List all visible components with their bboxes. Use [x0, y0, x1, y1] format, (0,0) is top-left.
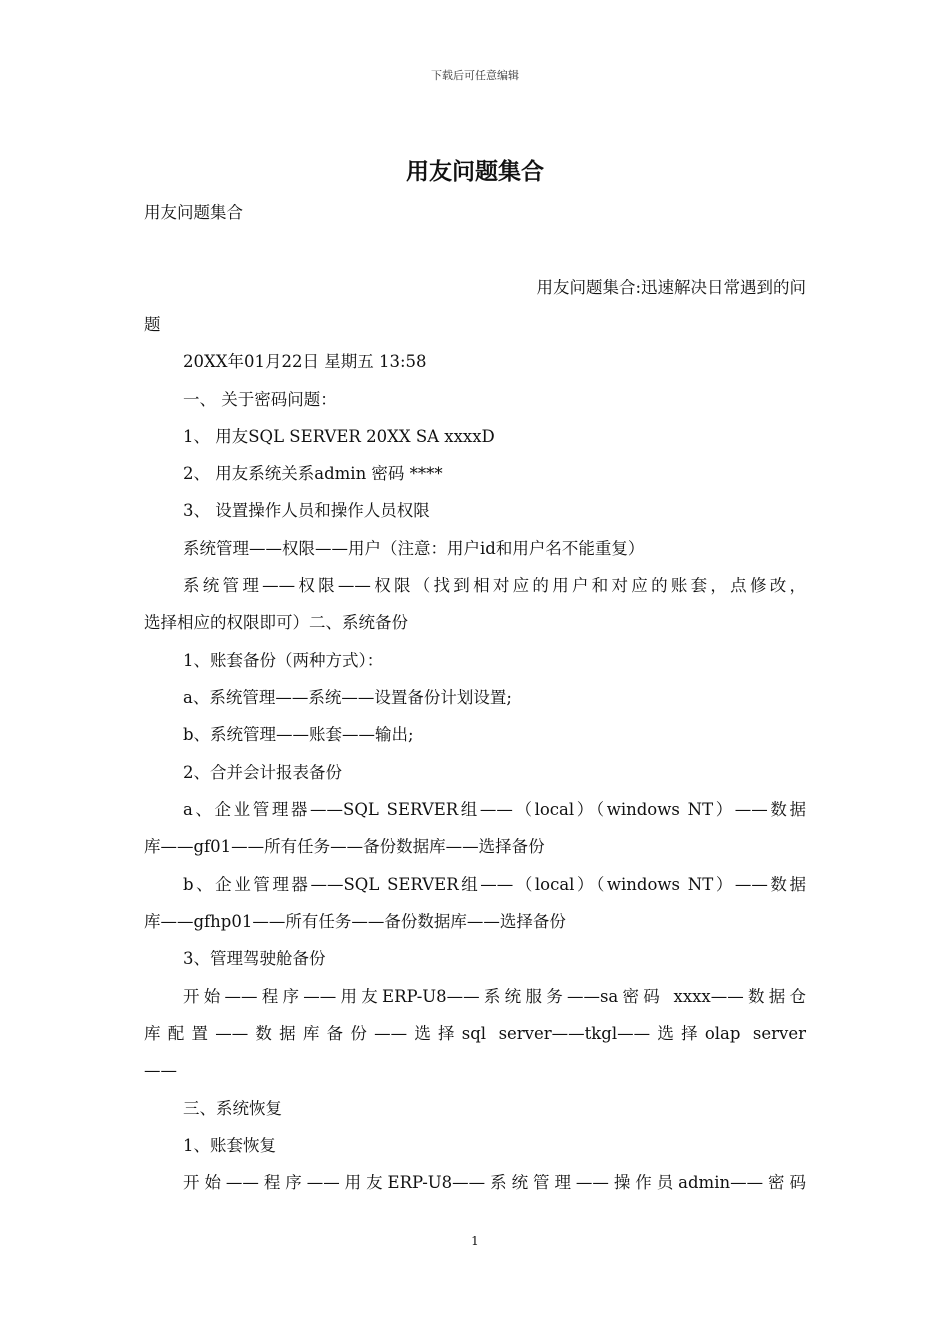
paragraph-line: 开始——程序——用友ERP-U8——系统管理——操作员admin——密码	[183, 1173, 806, 1192]
list-item: 1、账套恢复	[183, 1136, 276, 1155]
list-item: 2、 用友系统关系admin 密码 ****	[183, 464, 443, 483]
section-heading: 三、系统恢复	[183, 1099, 282, 1118]
paragraph-line: 题	[144, 315, 161, 334]
paragraph-line: 用友问题集合:迅速解决日常遇到的问	[536, 278, 806, 297]
paragraph-line: a、企业管理器——SQL SERVER组——（local）（windows NT）——数据	[183, 800, 806, 819]
paragraph-line: 选择相应的权限即可）二、系统备份	[144, 613, 408, 632]
list-item: b、系统管理——账套——输出;	[183, 725, 414, 744]
section-heading: 一、 关于密码问题：	[183, 390, 337, 409]
subtitle-line: 用友问题集合	[144, 203, 243, 222]
paragraph-line: 系统管理——权限——用户（注意：用户id和用户名不能重复）	[183, 539, 645, 558]
date-line: 20XX年01月22日 星期五 13:58	[183, 352, 427, 371]
page-header: 下载后可任意编辑	[431, 69, 519, 82]
list-item: a、系统管理——系统——设置备份计划设置;	[183, 688, 512, 707]
paragraph-line: 开始——程序——用友ERP-U8——系统服务——sa密码 xxxx——数据仓	[183, 987, 806, 1006]
page-number: 1	[471, 1234, 479, 1248]
paragraph-line: 系统管理——权限——权限（找到相对应的用户和对应的账套，点修改，	[183, 576, 806, 595]
list-item: 2、合并会计报表备份	[183, 763, 342, 782]
list-item: 3、管理驾驶舱备份	[183, 949, 326, 968]
paragraph-line: 库——gfhp01——所有任务——备份数据库——选择备份	[144, 912, 566, 931]
list-item: 1、 用友SQL SERVER 20XX SA xxxxD	[183, 427, 495, 446]
paragraph-line: 库配置——数据库备份——选择sql server——tkgl——选择olap server	[144, 1024, 806, 1043]
list-item: 3、 设置操作人员和操作人员权限	[183, 501, 430, 520]
paragraph-line: b、企业管理器——SQL SERVER组——（local）（windows NT）——数据	[183, 875, 806, 894]
paragraph-line: ——	[144, 1061, 177, 1080]
document-title: 用友问题集合	[406, 159, 544, 185]
paragraph-line: 库——gf01——所有任务——备份数据库——选择备份	[144, 837, 545, 856]
list-item: 1、账套备份（两种方式）：	[183, 651, 384, 670]
